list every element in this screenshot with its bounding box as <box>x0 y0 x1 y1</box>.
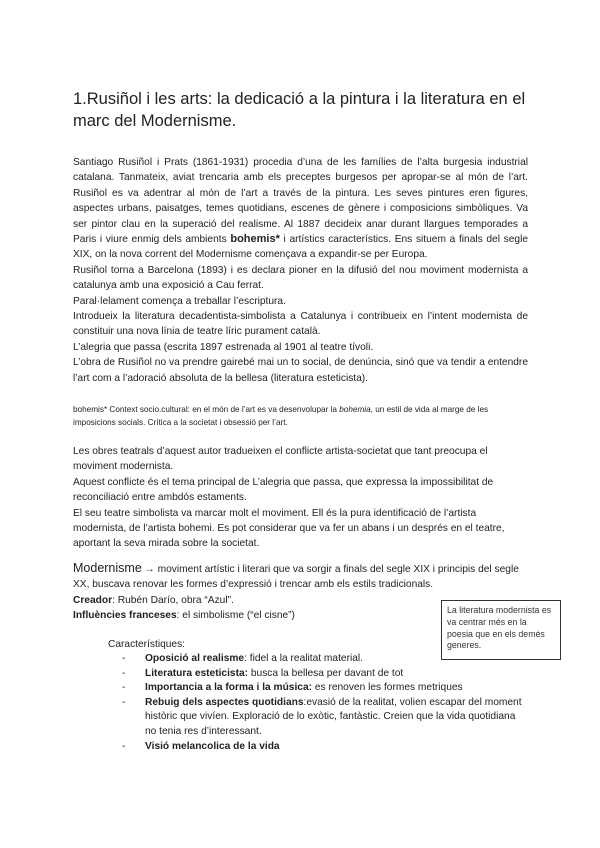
bohemis-term: bohemis* <box>230 233 280 246</box>
modernisme-note-box: La literatura modernista es va centrar més en la poesia que en els demés generes. <box>441 600 561 660</box>
theatre-line-2: Aquest conflicte és el tema principal de L’alegria que passa, que expressa la impossibilitat de reconciliació entre ambdós estaments. <box>73 476 494 504</box>
intro-text: Santiago Rusiñol i Prats (1861-1931) procedia d’una de les famílies de l’alta burgesia industrial catalana. Tanmateix, aviat trencaria amb els preceptes burgesos per apropar-se al món de l’art. Rusiñol es va adentrar al món de l’art a través de la pintura. Les seves pintures eren figures, aspectes urbans, paisatges, temes quotidians, escenes de gènere i composicions simbòliques. Va ser pintor clau en la superació del realisme. Al 1887 decideix anar durant llargues temporades a Paris i viure enmig dels ambients <box>73 157 528 246</box>
intro-text-continued: i artístics característics. Ens situem a finals del segle XIX, on la nova corrent del Modernisme començava a expandir-se per Europa. <box>73 234 529 261</box>
creador-label: Creador <box>73 594 113 606</box>
theatre-line-1: Les obres teatrals d’aquest autor tradueixen el conflicte artista-societat que tant preocupa el moviment modernista. <box>73 446 488 473</box>
intro-paragraph <box>73 155 528 386</box>
creador-value: : Rubén Darío, obra “Azul”. <box>112 594 234 606</box>
footnote-text: bohemis* Context socio.cultural: en el món de l’art es va desenvolupar la <box>73 405 340 414</box>
characteristics-list <box>108 652 528 754</box>
list-dash: - <box>122 682 126 694</box>
list-item-bold: Importancia a la forma i la música: <box>145 682 313 694</box>
intro-line-6: L’obra de Rusiñol no va prendre gairebé mai un to social, de denúncia, sinó que va tendir a entendre l’art com a l’adoració absoluta de la bellesa (literatura esteticista). <box>73 357 528 384</box>
list-item-bold: Literatura esteticista: <box>145 667 249 679</box>
list-item <box>108 652 528 667</box>
characteristics-label: Característiques: <box>108 639 186 650</box>
footnote-text-continued: , un estil de vida al marge de les imposicions socials. Crítica a la societat i obsessió per l’art. <box>73 405 489 427</box>
list-item-text: :evasió de la realitat, volien escapar del moment històric que vivíen. Exploració de lo exòtic, fantàstic. Creien que la vida quotidiana no tenia res d’interessant. <box>145 696 522 737</box>
list-dash: - <box>122 696 126 708</box>
list-item-text: : fidel a la realitat material. <box>244 653 364 664</box>
modernisme-definition: → moviment artístic i literari que va sorgir a finals del segle XIX i principis del segle XX, buscava renovar les formes d’expressió i trencar amb els estils tradicionals. <box>73 564 519 591</box>
list-item <box>108 696 528 740</box>
footnote-italic: bohemia <box>339 405 371 414</box>
bohemis-footnote <box>73 404 528 429</box>
influencies-value: : el simbolisme (“el cisne”) <box>176 610 295 622</box>
intro-line-3: Paral·lelament comença a treballar l’escriptura. <box>73 295 286 307</box>
list-dash: - <box>122 653 126 664</box>
list-dash: - <box>122 667 126 679</box>
list-dash: - <box>122 740 126 752</box>
intro-line-5: L’alegria que passa (escrita 1897 estrenada al 1901 al teatre tívoli. <box>73 341 374 353</box>
intro-line-2: Rusiñol torna a Barcelona (1893) i es declara pioner en la difusió del nou moviment modernista a catalunya amb una exposició a Cau ferrat. <box>73 264 528 292</box>
intro-line-4: Introdueix la literatura decadentista-simbolista a Catalunya i contribueix en l’intent modernista de constituir una nova línia de teatre líric purament català. <box>73 311 528 338</box>
theatre-paragraph <box>73 444 528 552</box>
list-item-bold: Rebuig dels aspectes quotidians <box>145 696 304 708</box>
list-item <box>108 681 528 696</box>
influencies-label: Influències franceses <box>73 610 177 622</box>
list-item-bold: Oposició al realisme <box>145 653 245 664</box>
list-item <box>108 667 528 682</box>
list-item <box>108 740 528 755</box>
list-item-text: busca la bellesa per davant de tot <box>248 667 404 679</box>
modernisme-heading: Modernisme <box>73 561 142 575</box>
list-item-bold: Visió melancolica de la vida <box>145 740 280 752</box>
page-title: 1.Rusiñol i les arts: la dedicació a la pintura i la literatura en el marc del Modernisme. <box>73 90 526 130</box>
list-item-text: es renoven les formes metriques <box>312 682 463 694</box>
theatre-line-3: El seu teatre simbolista va marcar molt el moviment. Ell és la pura identificació de l’artista modernista, de l’artista bohemi. Es pot considerar que va fer un abans i un després en el teatre, aportant la seva mirada sobre la societat. <box>73 507 505 550</box>
